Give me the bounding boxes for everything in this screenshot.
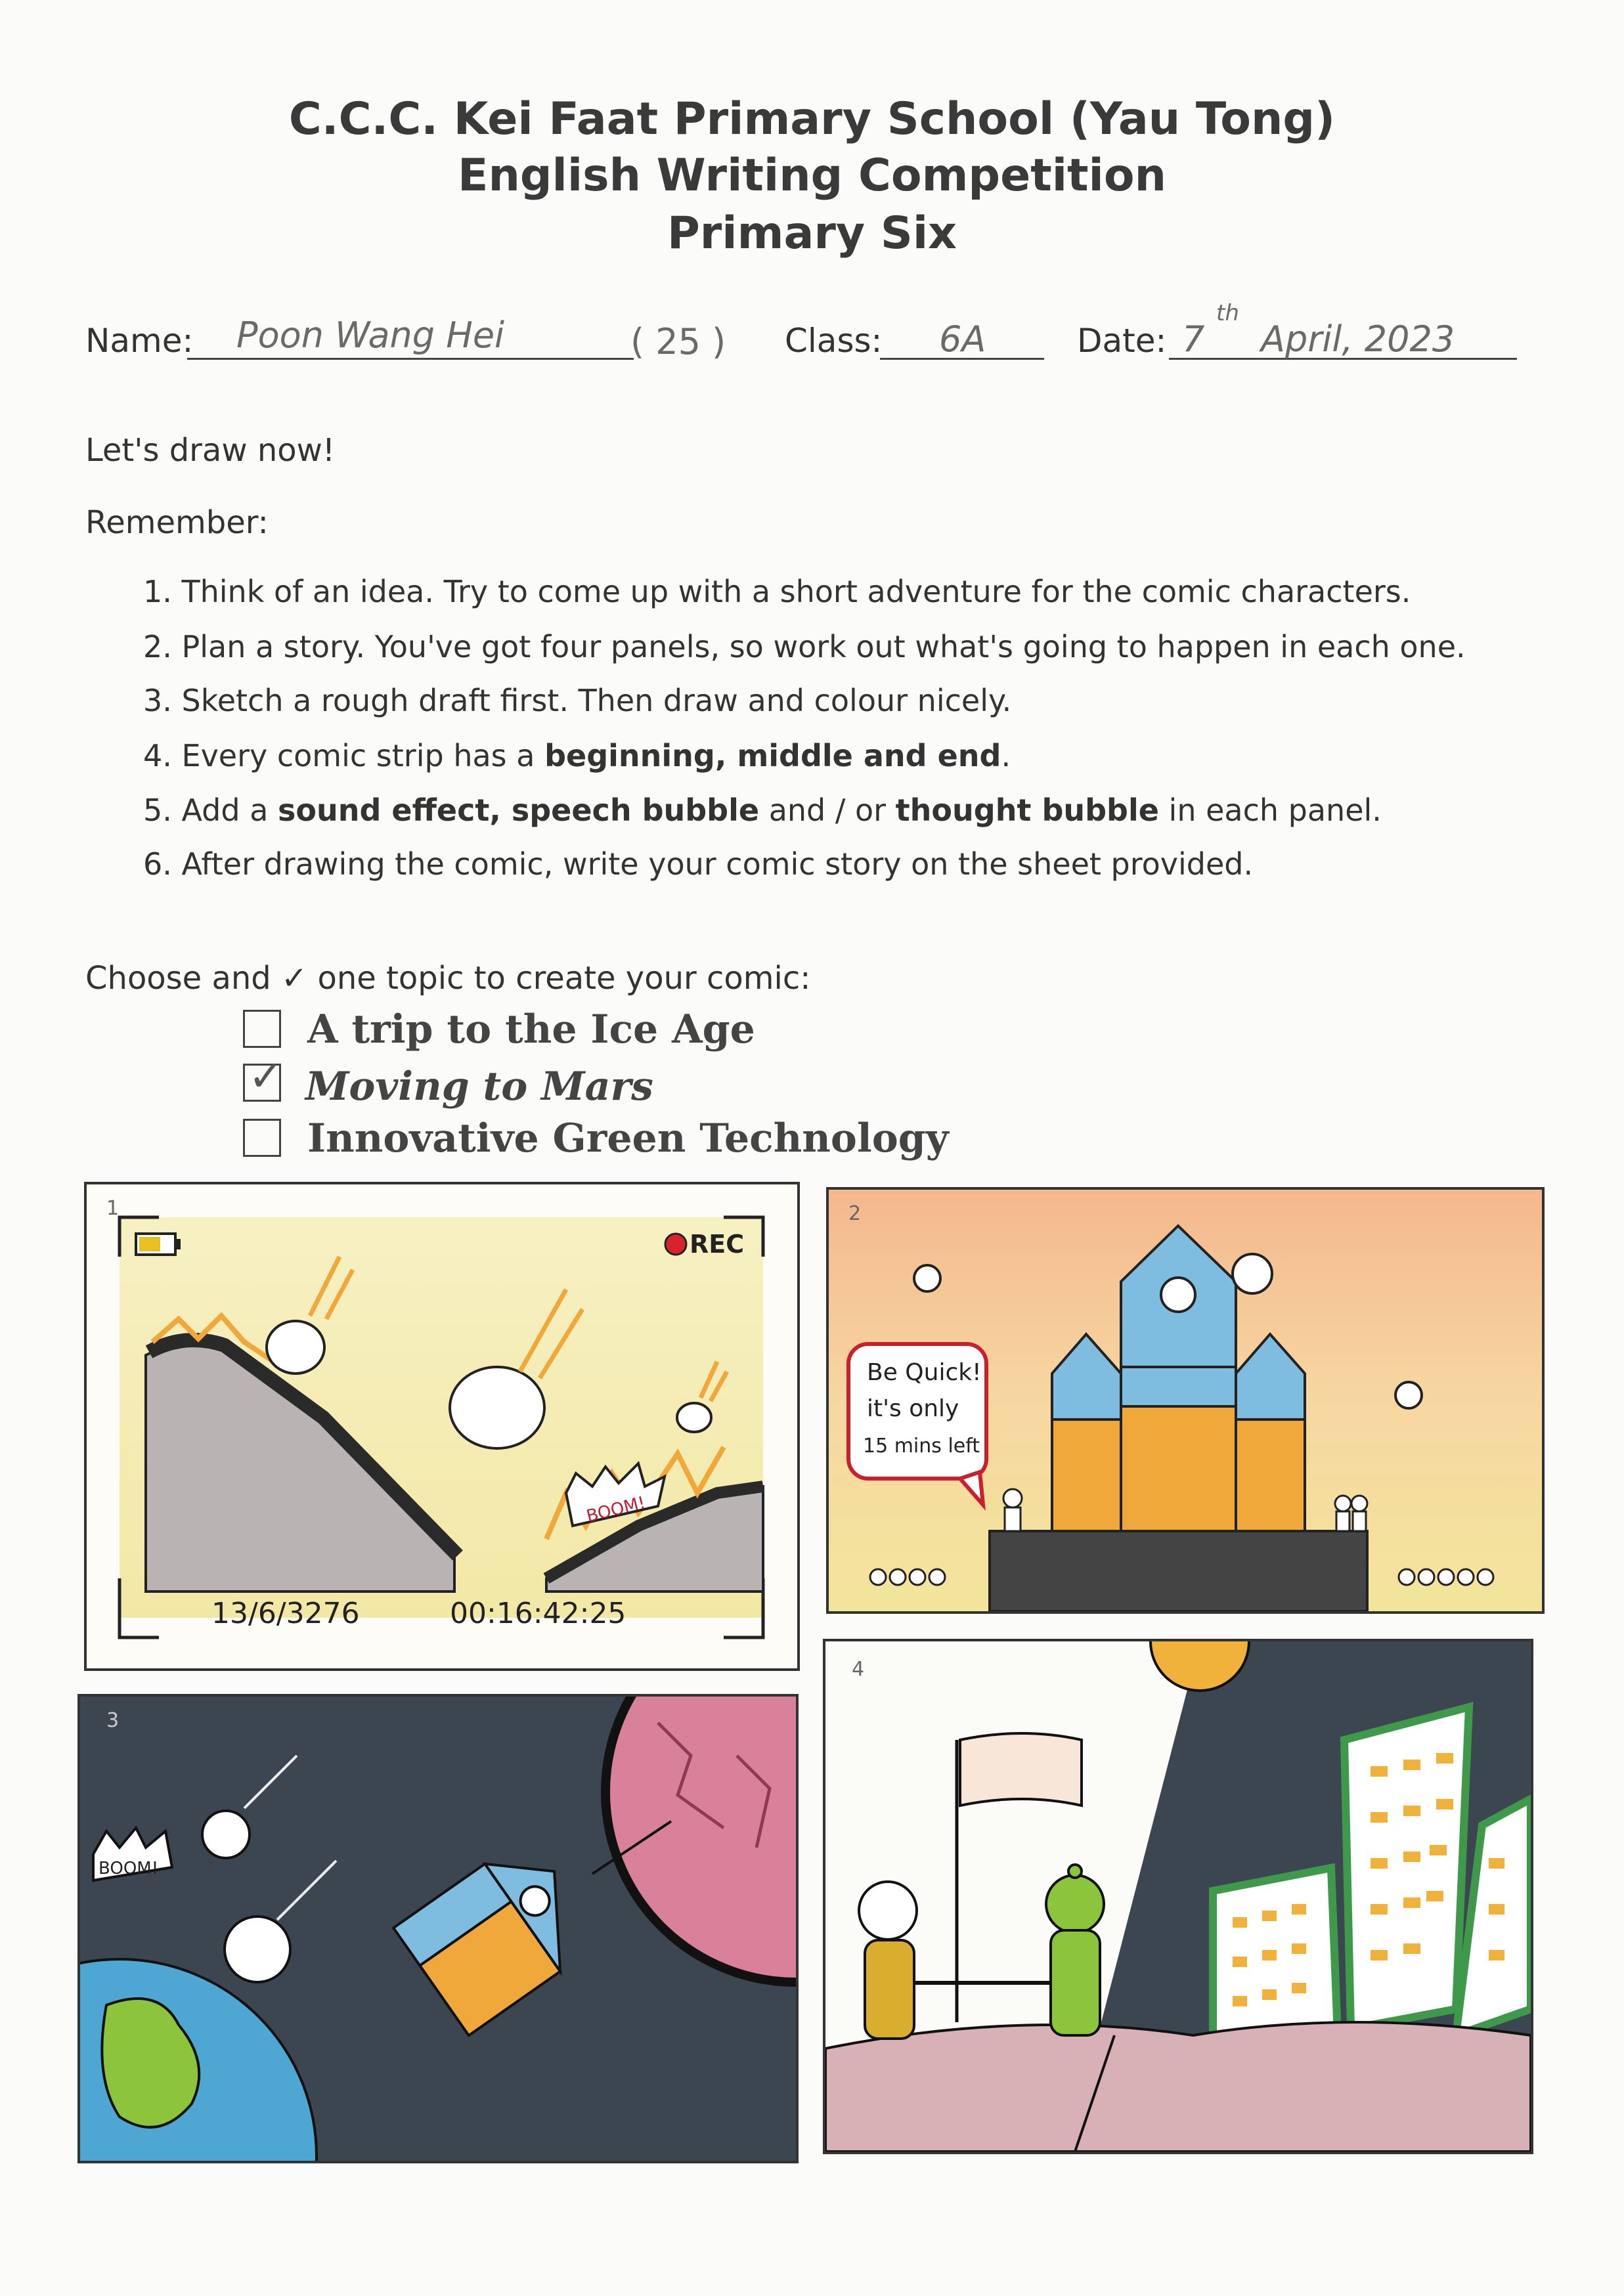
level-title: Primary Six [667,207,957,259]
rec-dot-icon [665,1234,686,1255]
panel-4-drawing [825,1641,1531,2152]
panel-3-number: 3 [106,1709,120,1732]
school-title: C.C.C. Kei Faat Primary School (Yau Tong) [288,93,1336,145]
class-label: Class: [785,322,883,360]
name-value: Poon Wang Hei [236,314,505,356]
comic-panel-3 [77,1694,799,2163]
mars-ground [825,2022,1531,2152]
rule-number: 2. [143,629,172,664]
rule-text: Plan a story. You've got four panels, so work out what's going to happen in each one. [181,629,1466,664]
rule-number: 3. [143,683,172,718]
comic-panel-1 [84,1182,800,1671]
check-mark-icon: ✓ [248,1052,284,1101]
panel-1-number: 1 [106,1197,120,1220]
rule-item [143,576,1411,607]
alien [1046,1865,1104,2035]
speech-line-1: Be Quick! [867,1359,982,1386]
name-line [187,358,634,360]
panel-3-boom-text: BOOM! [99,1859,159,1878]
rule-item [143,792,1382,828]
speech-line-3: 15 mins left [863,1435,980,1458]
rule-text: After drawing the comic, write your comic story on the sheet provided. [181,846,1254,882]
rule-text: and / or [759,792,896,828]
rule-item [143,685,1011,716]
class-value: 6A [939,318,986,360]
rule-number: 6. [143,846,172,882]
battery-icon [136,1234,181,1255]
rule-item [143,846,1254,882]
topic-green-technology: Innovative Green Technology [307,1116,949,1161]
rule-text: Every comic strip has a [181,738,545,773]
name-label: Name: [85,322,194,360]
rule-text: Sketch a rough draft first. Then draw and colour nicely. [181,683,1012,718]
rule-text: in each panel. [1158,792,1382,828]
date-rest: April, 2023 [1261,318,1455,360]
topic-moving-to-mars: Moving to Mars [305,1064,653,1110]
checkbox-ice-age[interactable] [243,1010,281,1048]
rule-text: Add a [181,792,278,828]
panel-3-drawing [80,1697,796,2161]
lets-draw-text: Let's draw now! [85,432,336,469]
launch-pad [990,1531,1367,1611]
comic-panel-2 [826,1187,1545,1614]
rule-emphasis: sound effect, speech bubble [278,792,760,828]
rule-number: 4. [143,738,172,773]
rule-item [143,738,1011,773]
rule-emphasis: thought bubble [895,792,1159,828]
rocket [1121,1226,1236,1531]
flag-icon [960,1733,1082,1806]
date-suffix: th [1216,300,1239,326]
panel-1-date: 13/6/3276 [211,1597,360,1630]
rule-number: 1. [143,574,172,609]
topic-instruction: Choose and ✓ one topic to create your comic: [85,960,811,997]
rule-text: Think of an idea. Try to come up with a short adventure for the comic characters. [181,574,1411,609]
speech-line-2: it's only [867,1395,959,1422]
rec-label: REC [690,1230,745,1259]
student-number: ( 25 ) [630,321,726,362]
rule-number: 5. [143,792,172,828]
competition-title: English Writing Competition [458,150,1166,202]
panel-2-number: 2 [848,1202,862,1225]
topic-ice-age: A trip to the Ice Age [307,1007,755,1052]
rule-emphasis: beginning, middle and end [544,738,1001,773]
panel-4-number: 4 [852,1658,865,1681]
panel-1-time: 00:16:42:25 [450,1597,626,1630]
date-day: 7 [1182,318,1205,360]
rule-text: . [1001,738,1011,773]
panel-1-drawing [87,1184,797,1668]
date-label: Date: [1077,322,1167,360]
panel-2-drawing [829,1190,1542,1611]
rule-item [143,629,1466,664]
astronaut [859,1882,917,2039]
remember-heading: Remember: [85,504,269,541]
checkbox-green-technology[interactable] [243,1119,281,1157]
comic-panel-4 [823,1639,1533,2154]
panel-1-boom-text: BOOM! [584,1493,647,1527]
